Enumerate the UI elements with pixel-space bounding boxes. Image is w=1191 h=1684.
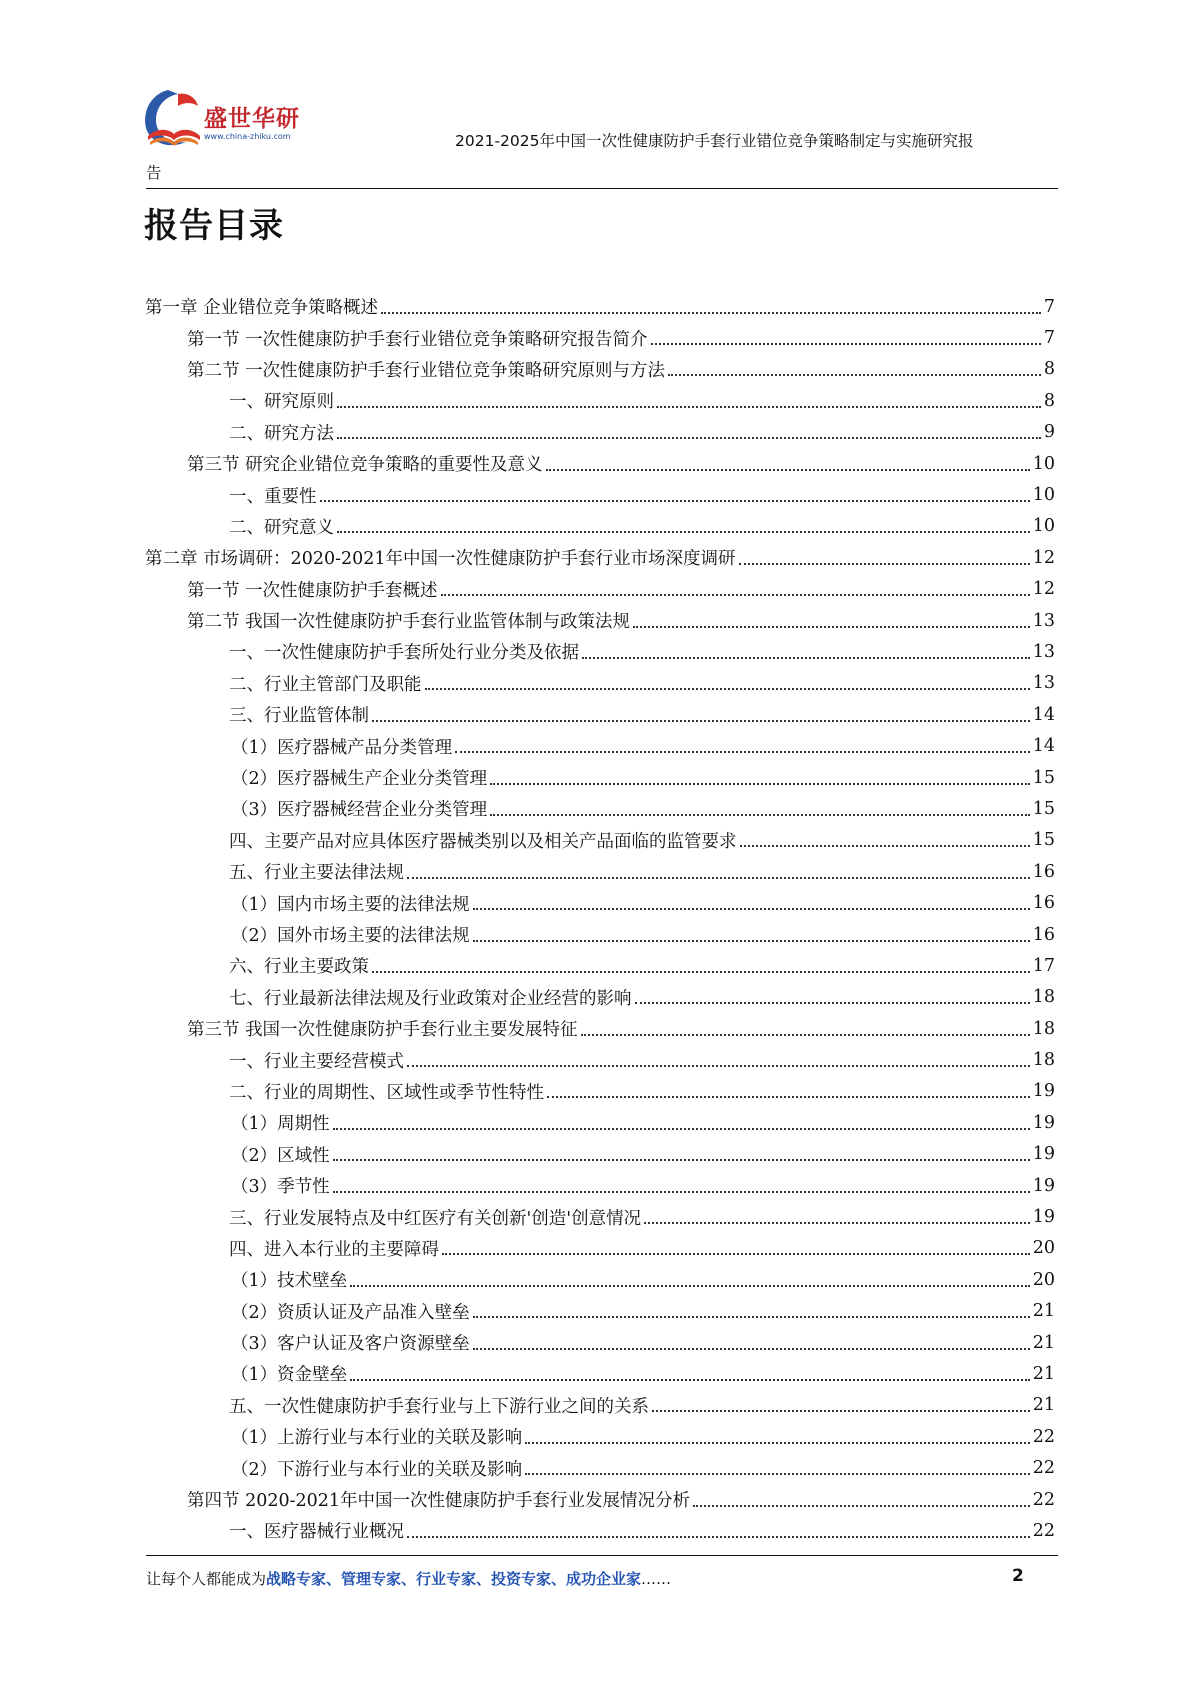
footer-divider: [146, 1555, 1058, 1556]
toc-entry-title: （1）周期性: [231, 1114, 330, 1135]
report-title-continuation: 告: [146, 164, 162, 182]
toc-entry[interactable]: [145, 887, 1055, 918]
toc-dot-leader: [546, 469, 1030, 471]
toc-entry[interactable]: [145, 1044, 1055, 1075]
toc-entry[interactable]: [145, 479, 1055, 510]
slogan-highlight: 战略专家、管理专家、行业专家、投资专家、成功企业家: [266, 1570, 642, 1588]
toc-entry-title: （1）医疗器械产品分类管理: [231, 737, 453, 758]
toc-dot-leader: [333, 1128, 1030, 1130]
toc-entry-title: 一、重要性: [229, 486, 317, 507]
toc-entry[interactable]: [145, 825, 1055, 856]
toc-entry[interactable]: [145, 1076, 1055, 1107]
toc-dot-leader: [740, 845, 1030, 847]
toc-entry[interactable]: [145, 1139, 1055, 1170]
toc-entry-page: 15: [1032, 798, 1055, 819]
toc-dot-leader: [473, 1348, 1030, 1350]
toc-entry-title: 第一章 企业错位竞争策略概述: [145, 298, 379, 319]
toc-entry-title: （1）上游行业与本行业的关联及影响: [231, 1428, 523, 1449]
toc-entry-title: （2）资质认证及产品准入壁垒: [231, 1302, 470, 1323]
toc-entry-page: 22: [1032, 1458, 1055, 1479]
toc-entry-title: 第一节 一次性健康防护手套概述: [187, 580, 438, 601]
toc-entry[interactable]: [145, 1013, 1055, 1044]
toc-entry-title: （2）下游行业与本行业的关联及影响: [231, 1459, 523, 1480]
report-title: 2021-2025年中国一次性健康防护手套行业错位竞争策略制定与实施研究报: [455, 132, 974, 150]
toc-dot-leader: [635, 1002, 1030, 1004]
toc-entry-page: 19: [1032, 1081, 1055, 1102]
toc-dot-leader: [407, 877, 1030, 879]
toc-entry-page: 10: [1032, 516, 1055, 537]
toc-entry-page: 12: [1032, 579, 1055, 600]
toc-entry[interactable]: [145, 1421, 1055, 1452]
toc-entry-page: 10: [1032, 485, 1055, 506]
toc-entry[interactable]: [145, 1327, 1055, 1358]
toc-dot-leader: [407, 1536, 1030, 1538]
toc-entry-page: 19: [1032, 1144, 1055, 1165]
toc-entry-page: 19: [1032, 1112, 1055, 1133]
toc-entry-title: 第三节 我国一次性健康防护手套行业主要发展特征: [187, 1020, 578, 1041]
toc-dot-leader: [490, 783, 1030, 785]
toc-entry[interactable]: [145, 574, 1055, 605]
toc-entry[interactable]: [145, 291, 1055, 322]
toc-dot-leader: [337, 531, 1030, 533]
toc-entry-title: 二、研究意义: [229, 517, 334, 538]
toc-entry-page: 16: [1032, 893, 1055, 914]
toc-dot-leader: [455, 751, 1030, 753]
toc-entry-title: 六、行业主要政策: [229, 957, 369, 978]
toc-entry-page: 21: [1032, 1395, 1055, 1416]
toc-entry-page: 20: [1032, 1269, 1055, 1290]
toc-dot-leader: [633, 626, 1030, 628]
toc-entry-title: 第二节 一次性健康防护手套行业错位竞争策略研究原则与方法: [187, 360, 666, 381]
toc-entry-page: 18: [1032, 987, 1055, 1008]
toc-entry-page: 14: [1032, 736, 1055, 757]
toc-entry[interactable]: [145, 511, 1055, 542]
toc-entry-title: （3）客户认证及客户资源壁垒: [231, 1334, 470, 1355]
toc-entry[interactable]: [145, 542, 1055, 573]
toc-entry-title: 一、医疗器械行业概况: [229, 1522, 404, 1543]
toc-dot-leader: [668, 374, 1041, 376]
toc-entry-page: 19: [1032, 1207, 1055, 1228]
toc-entry[interactable]: [145, 1390, 1055, 1421]
toc-dot-leader: [525, 1473, 1030, 1475]
toc-dot-leader: [407, 1065, 1030, 1067]
toc-entry[interactable]: [145, 1170, 1055, 1201]
company-logo: [138, 84, 308, 156]
toc-entry-title: （2）区域性: [231, 1145, 330, 1166]
logo-text: 盛世华研: [204, 106, 300, 132]
toc-entry-page: 13: [1032, 673, 1055, 694]
toc-entry-title: 一、行业主要经营模式: [229, 1051, 404, 1072]
toc-entry-page: 18: [1032, 1050, 1055, 1071]
toc-dot-leader: [372, 971, 1030, 973]
toc-entry-page: 13: [1032, 610, 1055, 631]
toc-dot-leader: [350, 1285, 1030, 1287]
toc-entry-title: 五、一次性健康防护手套行业与上下游行业之间的关系: [229, 1396, 649, 1417]
toc-entry[interactable]: [145, 793, 1055, 824]
toc-dot-leader: [425, 688, 1030, 690]
toc-dot-leader: [333, 1159, 1030, 1161]
toc-dot-leader: [652, 1410, 1030, 1412]
toc-entry-page: 8: [1043, 390, 1055, 411]
toc-dot-leader: [473, 908, 1030, 910]
toc-dot-leader: [651, 343, 1041, 345]
toc-entry-page: 15: [1032, 767, 1055, 788]
toc-dot-leader: [693, 1505, 1030, 1507]
toc-entry-page: 21: [1032, 1363, 1055, 1384]
toc-dot-leader: [473, 1316, 1030, 1318]
toc-dot-leader: [350, 1379, 1030, 1381]
toc-dot-leader: [490, 814, 1030, 816]
toc-entry-page: 21: [1032, 1332, 1055, 1353]
toc-entry-title: 五、行业主要法律法规: [229, 863, 404, 884]
toc-dot-leader: [337, 437, 1041, 439]
toc-entry[interactable]: [145, 762, 1055, 793]
toc-entry[interactable]: [145, 1296, 1055, 1327]
toc-dot-leader: [473, 940, 1030, 942]
toc-entry[interactable]: [145, 385, 1055, 416]
toc-entry-title: 第三节 研究企业错位竞争策略的重要性及意义: [187, 455, 543, 476]
toc-entry-page: 22: [1032, 1489, 1055, 1510]
toc-entry[interactable]: [145, 856, 1055, 887]
page-number: 2: [1012, 1566, 1024, 1586]
toc-entry[interactable]: [145, 322, 1055, 353]
slogan-suffix: ……: [641, 1570, 672, 1588]
toc-entry-title: 第二章 市场调研：2020-2021年中国一次性健康防护手套行业市场深度调研: [145, 549, 736, 570]
toc-entry[interactable]: [145, 699, 1055, 730]
toc-entry-page: 21: [1032, 1301, 1055, 1322]
toc-dot-leader: [441, 594, 1030, 596]
toc-dot-leader: [333, 1191, 1030, 1193]
toc-entry-title: 一、研究原则: [229, 392, 334, 413]
toc-entry[interactable]: [145, 1515, 1055, 1546]
toc-entry-page: 9: [1043, 422, 1055, 443]
toc-entry[interactable]: [145, 919, 1055, 950]
toc-entry-title: 二、研究方法: [229, 423, 334, 444]
toc-entry[interactable]: [145, 668, 1055, 699]
toc-entry-title: （2）国外市场主要的法律法规: [231, 926, 470, 946]
toc-entry-title: 三、行业监管体制: [229, 706, 369, 727]
toc-entry-page: 20: [1032, 1238, 1055, 1259]
toc-dot-leader: [337, 406, 1041, 408]
toc-entry-title: （1）国内市场主要的法律法规: [231, 894, 470, 915]
toc-entry[interactable]: [145, 354, 1055, 385]
toc-entry[interactable]: [145, 605, 1055, 636]
slogan-prefix: 让每个人都能成为: [146, 1570, 267, 1588]
toc-entry-title: 七、行业最新法律法规及行业政策对企业经营的影响: [229, 988, 632, 1009]
toc-entry-page: 7: [1043, 328, 1055, 349]
toc-dot-leader: [581, 1034, 1030, 1036]
toc-dot-leader: [582, 657, 1030, 659]
toc-entry-title: 四、进入本行业的主要障碍: [229, 1239, 439, 1260]
toc-entry-page: 22: [1032, 1426, 1055, 1447]
toc-entry-page: 7: [1043, 296, 1055, 317]
logo-emblem-icon: [138, 84, 204, 156]
toc-entry-page: 17: [1032, 955, 1055, 976]
toc-entry-title: 四、主要产品对应具体医疗器械类别以及相关产品面临的监管要求: [229, 831, 737, 852]
toc-entry[interactable]: [145, 730, 1055, 761]
toc-entry-page: 14: [1032, 704, 1055, 725]
toc-dot-leader: [525, 1442, 1030, 1444]
toc-entry[interactable]: [145, 1201, 1055, 1232]
toc-entry[interactable]: [145, 1358, 1055, 1389]
toc-entry-page: 10: [1032, 453, 1055, 474]
toc-entry[interactable]: [145, 1264, 1055, 1295]
toc-dot-leader: [372, 720, 1030, 722]
toc-entry-page: 18: [1032, 1018, 1055, 1039]
toc-entry-page: 12: [1032, 547, 1055, 568]
toc-entry-title: （3）季节性: [231, 1177, 330, 1198]
toc-entry-title: 三、行业发展特点及中红医疗有关创新'创造'创意情况: [229, 1208, 642, 1229]
toc-entry[interactable]: [145, 448, 1055, 479]
toc-entry-title: 二、行业主管部门及职能: [229, 674, 422, 695]
toc-entry[interactable]: [145, 1107, 1055, 1138]
toc-entry-title: 第二节 我国一次性健康防护手套行业监管体制与政策法规: [187, 612, 631, 633]
toc-dot-leader: [442, 1253, 1030, 1255]
toc-entry[interactable]: [145, 636, 1055, 667]
toc-entry[interactable]: [145, 1452, 1055, 1483]
toc-entry[interactable]: [145, 950, 1055, 981]
toc-entry-page: 15: [1032, 830, 1055, 851]
toc-entry-page: 16: [1032, 861, 1055, 882]
footer-slogan: [146, 1568, 671, 1589]
toc-dot-leader: [547, 1096, 1030, 1098]
toc-dot-leader: [320, 500, 1030, 502]
table-of-contents: [145, 291, 1055, 1547]
toc-entry-title: 第四节 2020-2021年中国一次性健康防护手套行业发展情况分析: [187, 1491, 691, 1512]
toc-entry-title: （1）资金壁垒: [231, 1365, 348, 1386]
toc-entry-page: 8: [1043, 359, 1055, 380]
toc-entry-page: 13: [1032, 641, 1055, 662]
toc-dot-leader: [644, 1222, 1030, 1224]
toc-entry-page: 22: [1032, 1520, 1055, 1541]
logo-url: www.china-zhiku.com: [204, 132, 291, 141]
toc-entry[interactable]: [145, 982, 1055, 1013]
toc-entry-title: （1）技术壁垒: [231, 1271, 348, 1292]
page-heading: 报告目录: [144, 206, 284, 246]
toc-dot-leader: [381, 312, 1041, 314]
toc-entry[interactable]: [145, 1484, 1055, 1515]
toc-entry-title: （2）医疗器械生产企业分类管理: [231, 769, 488, 790]
toc-entry[interactable]: [145, 417, 1055, 448]
toc-entry-title: 二、行业的周期性、区域性或季节性特性: [229, 1082, 544, 1103]
toc-entry-page: 19: [1032, 1175, 1055, 1196]
toc-entry-title: 第一节 一次性健康防护手套行业错位竞争策略研究报告简介: [187, 329, 648, 350]
toc-entry[interactable]: [145, 1233, 1055, 1264]
header-divider: [146, 188, 1058, 189]
toc-dot-leader: [739, 563, 1030, 565]
toc-entry-title: 一、一次性健康防护手套所处行业分类及依据: [229, 643, 579, 664]
toc-entry-page: 16: [1032, 924, 1055, 945]
toc-entry-title: （3）医疗器械经营企业分类管理: [231, 800, 488, 821]
